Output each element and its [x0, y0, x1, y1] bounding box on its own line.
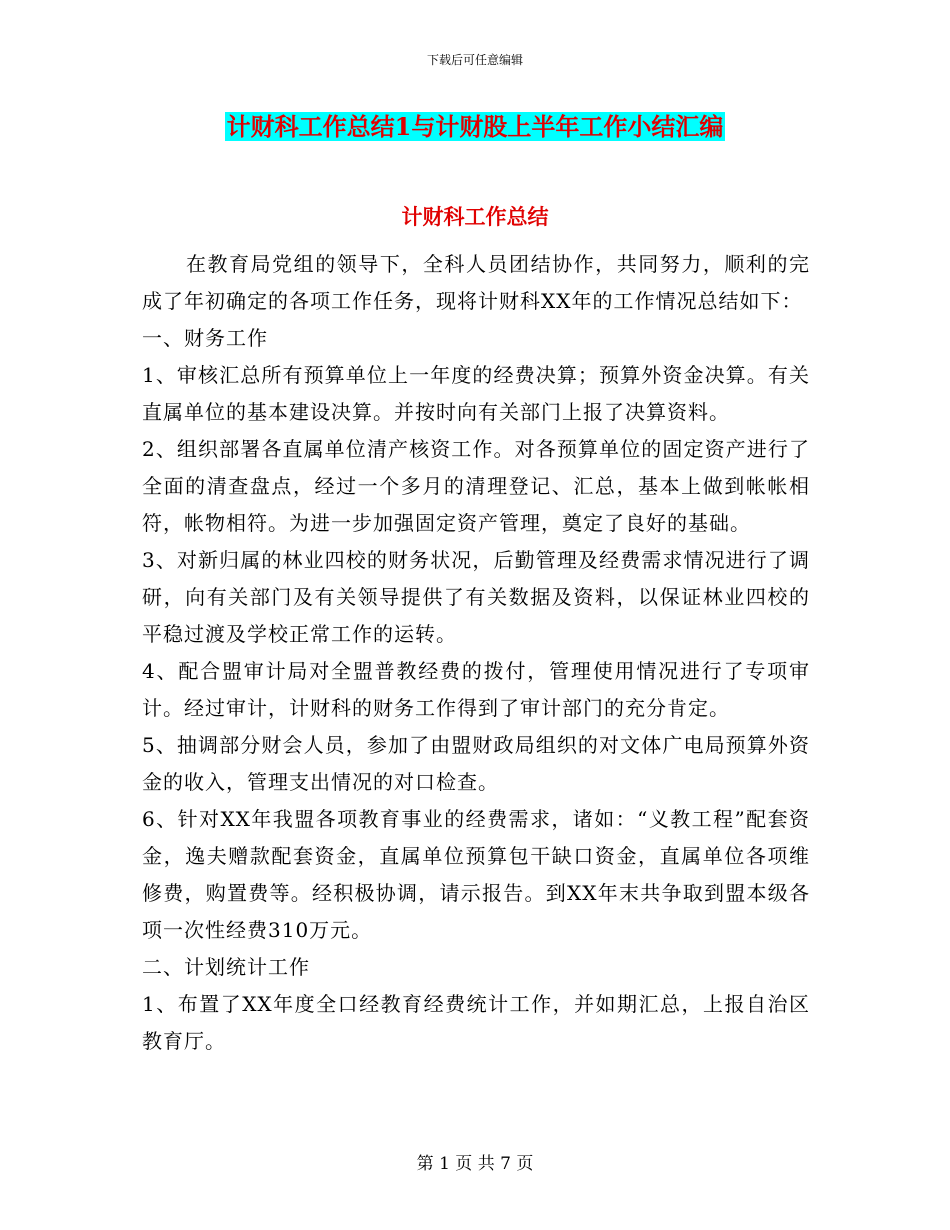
section-heading-planning: 二、计划统计工作	[142, 955, 310, 979]
section-title: 计财科工作总结	[401, 204, 549, 229]
finance-item-4: 4、配合盟审计局对全盟普教经费的拨付，管理使用情况进行了专项审计。经过审计，计财科的财务工作得到了审计部门的充分肯定。	[142, 659, 810, 720]
page-header-note: 下载后可任意编辑	[426, 53, 523, 67]
finance-item-3: 3、对新归属的林业四校的财务状况，后勤管理及经费需求情况进行了调研，向有关部门及有关领导提供了有关数据及资料，以保证林业四校的平稳过渡及学校正常工作的运转。	[142, 548, 810, 646]
finance-item-6: 6、针对XX年我盟各项教育事业的经费需求，诸如：“义教工程”配套资金，逸夫赠款配套资金，直属单位预算包干缺口资金，直属单位各项维修费，购置费等。经积极协调，请示报告。到XX年末共争取到盟本级各项一次性经费310万元。	[142, 807, 810, 942]
section-heading-finance: 一、财务工作	[142, 326, 268, 350]
document-title-text: 计财科工作总结1与计财股上半年工作小结汇编	[226, 112, 724, 141]
finance-item-5: 5、抽调部分财会人员，参加了由盟财政局组织的对文体广电局预算外资金的收入，管理支出情况的对口检查。	[142, 733, 810, 794]
planning-item-1: 1、布置了XX年度全口经教育经费统计工作，并如期汇总，上报自治区教育厅。	[142, 992, 810, 1053]
document-body	[142, 246, 810, 1060]
document-title	[0, 110, 950, 144]
intro-paragraph: 在教育局党组的领导下，全科人员团结协作，共同努力，顺利的完成了年初确定的各项工作任务，现将计财科XX年的工作情况总结如下：	[142, 252, 810, 313]
finance-item-2: 2、组织部署各直属单位清产核资工作。对各预算单位的固定资产进行了全面的清查盘点，经过一个多月的清理登记、汇总，基本上做到帐帐相符，帐物相符。为进一步加强固定资产管理，奠定了良好的基础。	[142, 437, 810, 535]
page-number: 第 1 页 共 7 页	[416, 1154, 534, 1174]
finance-item-1: 1、审核汇总所有预算单位上一年度的经费决算；预算外资金决算。有关直属单位的基本建设决算。并按时向有关部门上报了决算资料。	[142, 363, 810, 424]
